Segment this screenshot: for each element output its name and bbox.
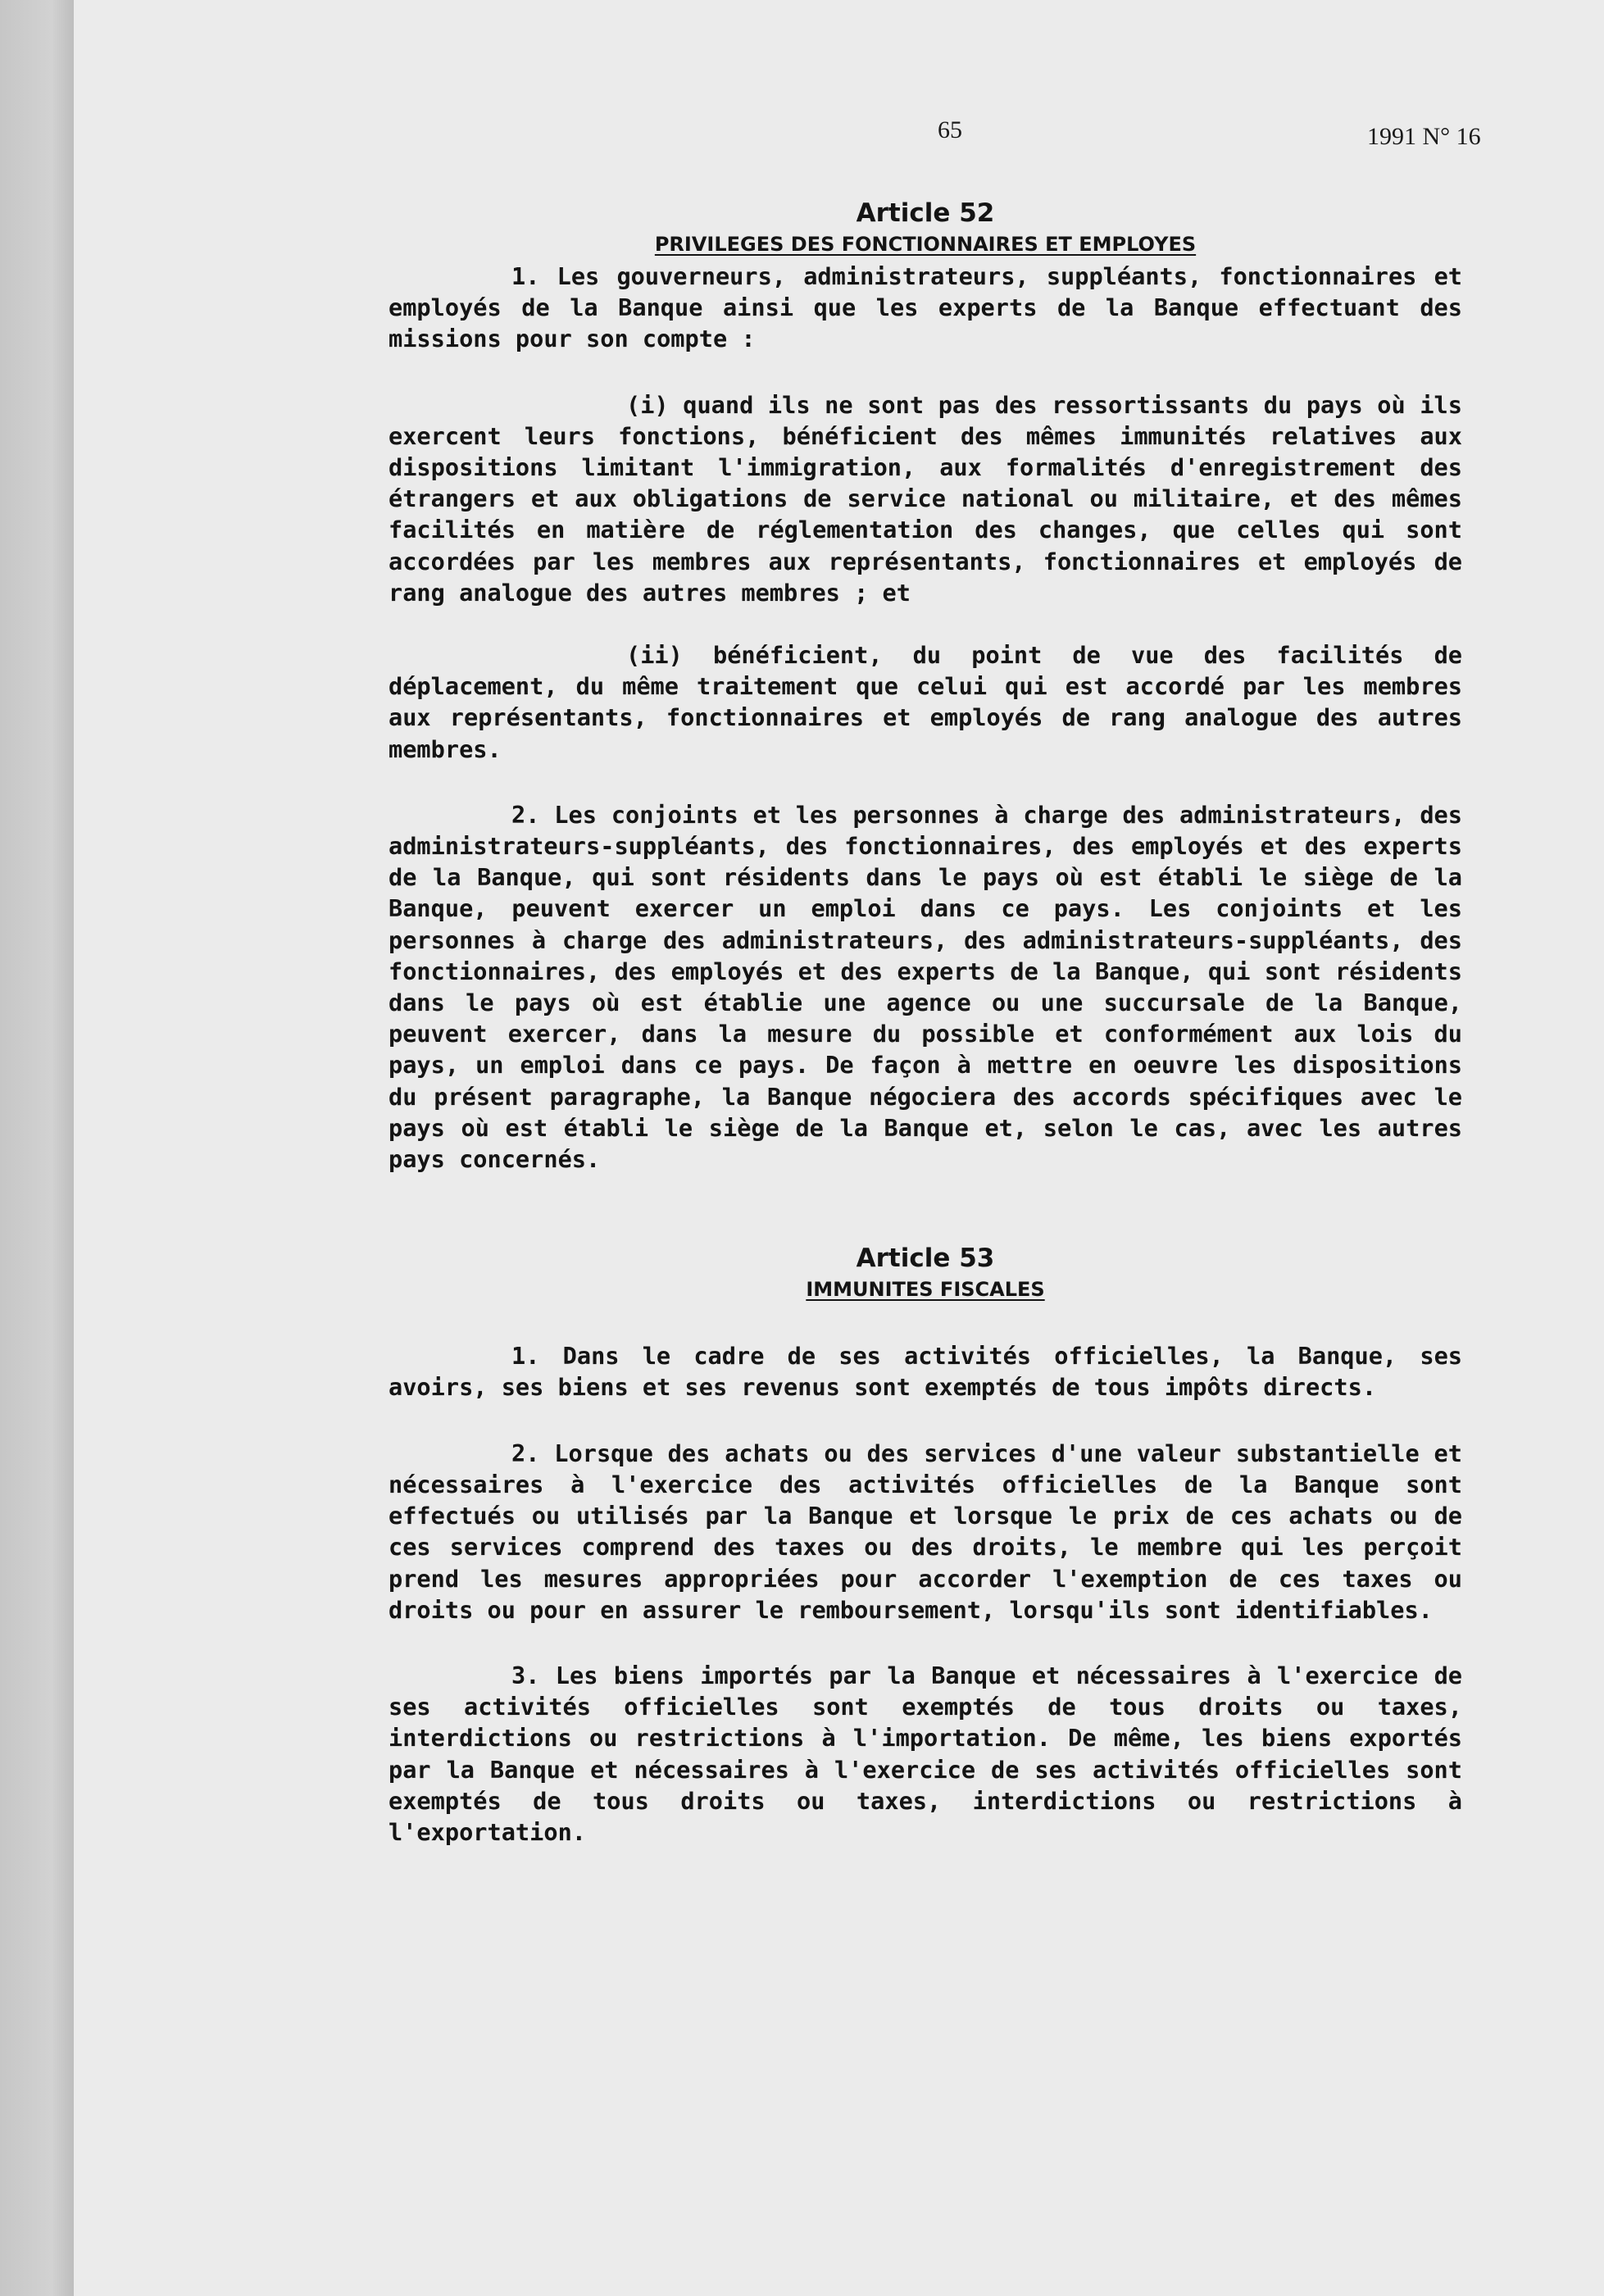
- article-52-para-1-intro: 1. Les gouverneurs, administrateurs, suppléants, fonctionnaires et employés de la Banque ainsi que les experts de la Banque effectuant des missions pour son compte :: [389, 262, 1462, 353]
- article-52-para-2: 2. Les conjoints et les personnes à charge des administrateurs, des administrateurs-suppléants, des fonctionnaires, des employés et des experts de la Banque, qui sont résidents dans le pays où est établi le siège de la Banque, peuvent exercer un emploi dans ce pays. Les conjoints et les personnes à charge des administrateurs, des administrateurs-suppléants, des fonctionnaires, des employés et des experts de la Banque, qui sont résidents dans le pays où est établie une agence ou une succursale de la Banque, peuvent exercer, dans la mesure du possible et conformément aux lois du pays, un emploi dans ce pays. De façon à mettre en oeuvre les dispositions du présent paragraphe, la Banque négociera des accords spécifiques avec le pays où est établi le siège de la Banque et, selon le cas, avec les autres pays concernés.: [389, 800, 1462, 1174]
- article-52-heading: PRIVILEGES DES FONCTIONNAIRES ET EMPLOYES: [654, 233, 1197, 256]
- issue-reference: 1991 N° 16: [1367, 123, 1481, 150]
- article-53-para-1: 1. Dans le cadre de ses activités officielles, la Banque, ses avoirs, ses biens et ses revenus sont exemptés de tous impôts directs.: [389, 1342, 1462, 1402]
- article-53-title: Article 53: [856, 1243, 995, 1274]
- article-53-heading: IMMUNITES FISCALES: [806, 1278, 1045, 1302]
- page-number: 65: [938, 116, 962, 143]
- article-53-para-3: 3. Les biens importés par la Banque et nécessaires à l'exercice de ses activités officielles sont exemptés de tous droits ou taxes, interdictions ou restrictions à l'importation. De même, les biens exportés par la Banque et nécessaires à l'exercice de ses activités officielles sont exemptés de tous droits ou taxes, interdictions ou restrictions à l'exportation.: [389, 1661, 1462, 1846]
- article-52-para-1-item-i: (i) quand ils ne sont pas des ressortissants du pays où ils exercent leurs fonctions, bénéficient des mêmes immunités relatives aux dispositions limitant l'immigration, aux formalités d'enregistrement des étrangers et aux obligations de service national ou militaire, et des mêmes facilités en matière de réglementation des changes, que celles qui sont accordées par les membres aux représentants, fonctionnaires et employés de rang analogue des autres membres ; et: [389, 390, 1462, 607]
- document-body: [389, 197, 1462, 1848]
- article-53: [389, 1242, 1462, 1848]
- article-53-para-2: 2. Lorsque des achats ou des services d'une valeur substantielle et nécessaires à l'exercice des activités officielles de la Banque sont effectués ou utilisés par la Banque et lorsque le prix de ces achats ou de ces services comprend des taxes ou des droits, le membre qui les perçoit prend les mesures appropriées pour accorder l'exemption de ces taxes ou droits ou pour en assurer le remboursement, lorsqu'ils sont identifiables.: [389, 1439, 1462, 1624]
- article-52: [389, 197, 1462, 1175]
- document-page: [74, 0, 1604, 2296]
- page-edge: [0, 0, 74, 2296]
- article-52-para-1-item-ii: (ii) bénéficient, du point de vue des facilités de déplacement, du même traitement que celui qui est accordé par les membres aux représentants, fonctionnaires et employés de rang analogue des autres membres.: [389, 641, 1462, 763]
- article-52-title: Article 52: [856, 198, 995, 228]
